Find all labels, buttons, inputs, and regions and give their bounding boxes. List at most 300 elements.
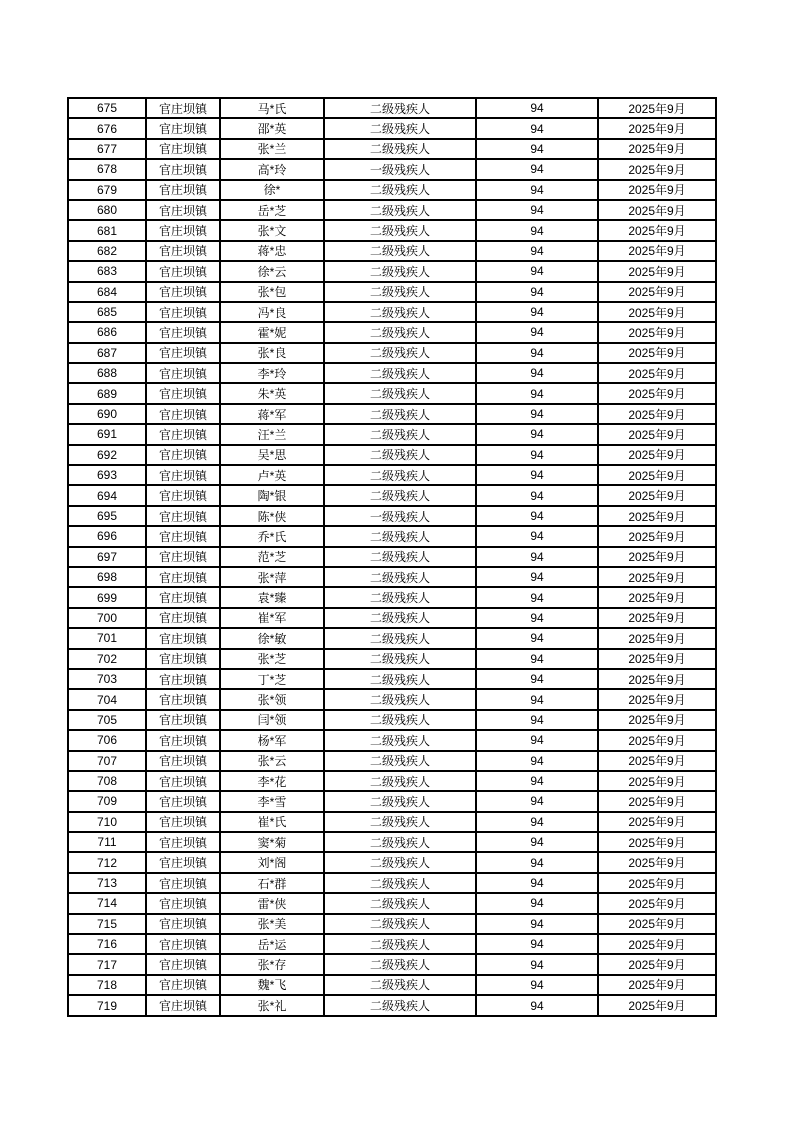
cell-level: 二级残疾人 xyxy=(324,710,476,730)
cell-amount: 94 xyxy=(476,893,598,913)
table-row xyxy=(68,302,716,322)
cell-name: 岳*运 xyxy=(220,934,324,954)
cell-name: 范*芝 xyxy=(220,547,324,567)
cell-name: 雷*侠 xyxy=(220,893,324,913)
table-row xyxy=(68,934,716,954)
cell-level: 二级残疾人 xyxy=(324,241,476,261)
table-row xyxy=(68,771,716,791)
cell-month: 2025年9月 xyxy=(598,506,716,526)
cell-amount: 94 xyxy=(476,791,598,811)
cell-name: 邵*英 xyxy=(220,118,324,138)
cell-amount: 94 xyxy=(476,220,598,240)
cell-town: 官庄坝镇 xyxy=(146,751,220,771)
cell-month: 2025年9月 xyxy=(598,914,716,934)
cell-month: 2025年9月 xyxy=(598,424,716,444)
cell-month: 2025年9月 xyxy=(598,954,716,974)
cell-index: 710 xyxy=(68,812,146,832)
table-row xyxy=(68,526,716,546)
cell-month: 2025年9月 xyxy=(598,383,716,403)
cell-level: 二级残疾人 xyxy=(324,954,476,974)
cell-month: 2025年9月 xyxy=(598,363,716,383)
cell-town: 官庄坝镇 xyxy=(146,485,220,505)
cell-level: 二级残疾人 xyxy=(324,343,476,363)
cell-name: 崔*氏 xyxy=(220,812,324,832)
cell-month: 2025年9月 xyxy=(598,282,716,302)
cell-town: 官庄坝镇 xyxy=(146,567,220,587)
cell-amount: 94 xyxy=(476,241,598,261)
cell-amount: 94 xyxy=(476,628,598,648)
table-row xyxy=(68,159,716,179)
cell-amount: 94 xyxy=(476,608,598,628)
cell-index: 691 xyxy=(68,424,146,444)
cell-level: 二级残疾人 xyxy=(324,180,476,200)
cell-name: 吴*思 xyxy=(220,445,324,465)
cell-index: 677 xyxy=(68,139,146,159)
cell-index: 696 xyxy=(68,526,146,546)
cell-name: 徐*云 xyxy=(220,261,324,281)
cell-name: 乔*氏 xyxy=(220,526,324,546)
cell-town: 官庄坝镇 xyxy=(146,628,220,648)
cell-level: 二级残疾人 xyxy=(324,322,476,342)
cell-town: 官庄坝镇 xyxy=(146,771,220,791)
cell-level: 二级残疾人 xyxy=(324,893,476,913)
cell-month: 2025年9月 xyxy=(598,139,716,159)
cell-index: 707 xyxy=(68,751,146,771)
table-row xyxy=(68,98,716,118)
cell-name: 霍*妮 xyxy=(220,322,324,342)
cell-level: 二级残疾人 xyxy=(324,812,476,832)
cell-amount: 94 xyxy=(476,98,598,118)
cell-name: 张*芝 xyxy=(220,649,324,669)
table-row xyxy=(68,404,716,424)
cell-town: 官庄坝镇 xyxy=(146,852,220,872)
cell-amount: 94 xyxy=(476,282,598,302)
cell-month: 2025年9月 xyxy=(598,628,716,648)
cell-month: 2025年9月 xyxy=(598,526,716,546)
cell-town: 官庄坝镇 xyxy=(146,159,220,179)
cell-name: 张*领 xyxy=(220,689,324,709)
table-row xyxy=(68,587,716,607)
cell-town: 官庄坝镇 xyxy=(146,649,220,669)
table-row xyxy=(68,832,716,852)
cell-level: 二级残疾人 xyxy=(324,669,476,689)
table-row xyxy=(68,852,716,872)
cell-name: 陶*银 xyxy=(220,485,324,505)
table-row xyxy=(68,465,716,485)
cell-name: 张*萍 xyxy=(220,567,324,587)
cell-town: 官庄坝镇 xyxy=(146,689,220,709)
table-row xyxy=(68,689,716,709)
cell-level: 二级残疾人 xyxy=(324,98,476,118)
table-row xyxy=(68,873,716,893)
cell-name: 高*玲 xyxy=(220,159,324,179)
cell-town: 官庄坝镇 xyxy=(146,424,220,444)
table-row xyxy=(68,261,716,281)
cell-level: 二级残疾人 xyxy=(324,118,476,138)
cell-level: 二级残疾人 xyxy=(324,404,476,424)
cell-month: 2025年9月 xyxy=(598,689,716,709)
cell-index: 714 xyxy=(68,893,146,913)
cell-month: 2025年9月 xyxy=(598,873,716,893)
cell-month: 2025年9月 xyxy=(598,343,716,363)
cell-month: 2025年9月 xyxy=(598,669,716,689)
cell-town: 官庄坝镇 xyxy=(146,710,220,730)
cell-town: 官庄坝镇 xyxy=(146,506,220,526)
cell-town: 官庄坝镇 xyxy=(146,669,220,689)
cell-amount: 94 xyxy=(476,200,598,220)
cell-month: 2025年9月 xyxy=(598,608,716,628)
cell-amount: 94 xyxy=(476,669,598,689)
cell-name: 张*云 xyxy=(220,751,324,771)
cell-name: 岳*芝 xyxy=(220,200,324,220)
cell-name: 张*良 xyxy=(220,343,324,363)
cell-amount: 94 xyxy=(476,139,598,159)
table-row xyxy=(68,751,716,771)
cell-town: 官庄坝镇 xyxy=(146,383,220,403)
cell-level: 二级残疾人 xyxy=(324,689,476,709)
cell-name: 魏*飞 xyxy=(220,975,324,995)
cell-name: 张*文 xyxy=(220,220,324,240)
cell-index: 702 xyxy=(68,649,146,669)
subsidy-table xyxy=(67,97,717,1017)
cell-town: 官庄坝镇 xyxy=(146,812,220,832)
table-row xyxy=(68,608,716,628)
cell-amount: 94 xyxy=(476,180,598,200)
cell-month: 2025年9月 xyxy=(598,852,716,872)
cell-level: 二级残疾人 xyxy=(324,730,476,750)
cell-index: 679 xyxy=(68,180,146,200)
cell-level: 二级残疾人 xyxy=(324,771,476,791)
table-row xyxy=(68,649,716,669)
cell-index: 709 xyxy=(68,791,146,811)
cell-month: 2025年9月 xyxy=(598,975,716,995)
cell-index: 705 xyxy=(68,710,146,730)
cell-month: 2025年9月 xyxy=(598,465,716,485)
cell-level: 二级残疾人 xyxy=(324,914,476,934)
cell-month: 2025年9月 xyxy=(598,404,716,424)
cell-index: 675 xyxy=(68,98,146,118)
cell-index: 717 xyxy=(68,954,146,974)
cell-month: 2025年9月 xyxy=(598,180,716,200)
cell-name: 汪*兰 xyxy=(220,424,324,444)
cell-level: 二级残疾人 xyxy=(324,465,476,485)
cell-town: 官庄坝镇 xyxy=(146,873,220,893)
cell-index: 684 xyxy=(68,282,146,302)
cell-level: 二级残疾人 xyxy=(324,873,476,893)
cell-amount: 94 xyxy=(476,852,598,872)
cell-town: 官庄坝镇 xyxy=(146,995,220,1016)
cell-town: 官庄坝镇 xyxy=(146,98,220,118)
cell-amount: 94 xyxy=(476,832,598,852)
cell-town: 官庄坝镇 xyxy=(146,261,220,281)
cell-name: 张*包 xyxy=(220,282,324,302)
cell-month: 2025年9月 xyxy=(598,159,716,179)
cell-month: 2025年9月 xyxy=(598,322,716,342)
cell-month: 2025年9月 xyxy=(598,220,716,240)
table-row xyxy=(68,567,716,587)
cell-index: 681 xyxy=(68,220,146,240)
cell-name: 李*雪 xyxy=(220,791,324,811)
cell-amount: 94 xyxy=(476,730,598,750)
cell-index: 719 xyxy=(68,995,146,1016)
cell-index: 685 xyxy=(68,302,146,322)
cell-month: 2025年9月 xyxy=(598,567,716,587)
cell-town: 官庄坝镇 xyxy=(146,363,220,383)
cell-month: 2025年9月 xyxy=(598,261,716,281)
cell-town: 官庄坝镇 xyxy=(146,465,220,485)
cell-town: 官庄坝镇 xyxy=(146,934,220,954)
cell-level: 一级残疾人 xyxy=(324,159,476,179)
table-row xyxy=(68,220,716,240)
cell-amount: 94 xyxy=(476,751,598,771)
cell-level: 二级残疾人 xyxy=(324,445,476,465)
cell-town: 官庄坝镇 xyxy=(146,404,220,424)
cell-month: 2025年9月 xyxy=(598,893,716,913)
cell-level: 二级残疾人 xyxy=(324,220,476,240)
cell-level: 二级残疾人 xyxy=(324,975,476,995)
cell-month: 2025年9月 xyxy=(598,200,716,220)
cell-index: 682 xyxy=(68,241,146,261)
cell-town: 官庄坝镇 xyxy=(146,118,220,138)
cell-index: 676 xyxy=(68,118,146,138)
cell-level: 二级残疾人 xyxy=(324,628,476,648)
cell-index: 701 xyxy=(68,628,146,648)
table-row xyxy=(68,180,716,200)
cell-amount: 94 xyxy=(476,812,598,832)
cell-index: 698 xyxy=(68,567,146,587)
cell-amount: 94 xyxy=(476,587,598,607)
cell-level: 二级残疾人 xyxy=(324,567,476,587)
cell-name: 徐* xyxy=(220,180,324,200)
table-row xyxy=(68,383,716,403)
cell-level: 二级残疾人 xyxy=(324,200,476,220)
cell-amount: 94 xyxy=(476,118,598,138)
cell-name: 张*兰 xyxy=(220,139,324,159)
cell-month: 2025年9月 xyxy=(598,710,716,730)
cell-index: 697 xyxy=(68,547,146,567)
cell-name: 朱*英 xyxy=(220,383,324,403)
cell-month: 2025年9月 xyxy=(598,547,716,567)
cell-town: 官庄坝镇 xyxy=(146,587,220,607)
cell-amount: 94 xyxy=(476,567,598,587)
cell-level: 二级残疾人 xyxy=(324,424,476,444)
subsidy-table-body xyxy=(68,98,716,1016)
cell-level: 二级残疾人 xyxy=(324,302,476,322)
cell-month: 2025年9月 xyxy=(598,98,716,118)
cell-town: 官庄坝镇 xyxy=(146,730,220,750)
cell-level: 二级残疾人 xyxy=(324,485,476,505)
cell-amount: 94 xyxy=(476,445,598,465)
table-row xyxy=(68,322,716,342)
cell-town: 官庄坝镇 xyxy=(146,241,220,261)
cell-level: 二级残疾人 xyxy=(324,282,476,302)
cell-index: 692 xyxy=(68,445,146,465)
cell-name: 杨*军 xyxy=(220,730,324,750)
cell-amount: 94 xyxy=(476,995,598,1016)
table-row xyxy=(68,812,716,832)
cell-index: 694 xyxy=(68,485,146,505)
cell-amount: 94 xyxy=(476,954,598,974)
cell-month: 2025年9月 xyxy=(598,485,716,505)
cell-month: 2025年9月 xyxy=(598,302,716,322)
cell-index: 700 xyxy=(68,608,146,628)
cell-name: 陈*侠 xyxy=(220,506,324,526)
cell-level: 二级残疾人 xyxy=(324,526,476,546)
cell-month: 2025年9月 xyxy=(598,118,716,138)
cell-index: 703 xyxy=(68,669,146,689)
cell-name: 崔*军 xyxy=(220,608,324,628)
cell-index: 695 xyxy=(68,506,146,526)
cell-month: 2025年9月 xyxy=(598,241,716,261)
cell-level: 二级残疾人 xyxy=(324,791,476,811)
cell-name: 冯*良 xyxy=(220,302,324,322)
cell-index: 683 xyxy=(68,261,146,281)
table-row xyxy=(68,628,716,648)
cell-index: 678 xyxy=(68,159,146,179)
cell-amount: 94 xyxy=(476,914,598,934)
cell-level: 二级残疾人 xyxy=(324,852,476,872)
cell-amount: 94 xyxy=(476,302,598,322)
cell-index: 689 xyxy=(68,383,146,403)
cell-amount: 94 xyxy=(476,363,598,383)
cell-index: 704 xyxy=(68,689,146,709)
table-row xyxy=(68,893,716,913)
cell-index: 716 xyxy=(68,934,146,954)
table-row xyxy=(68,139,716,159)
table-row xyxy=(68,506,716,526)
cell-month: 2025年9月 xyxy=(598,812,716,832)
cell-town: 官庄坝镇 xyxy=(146,220,220,240)
cell-name: 袁*臻 xyxy=(220,587,324,607)
cell-level: 二级残疾人 xyxy=(324,649,476,669)
table-row xyxy=(68,485,716,505)
table-row xyxy=(68,914,716,934)
cell-amount: 94 xyxy=(476,526,598,546)
table-row xyxy=(68,200,716,220)
table-row xyxy=(68,975,716,995)
cell-index: 708 xyxy=(68,771,146,791)
cell-index: 687 xyxy=(68,343,146,363)
table-row xyxy=(68,669,716,689)
cell-month: 2025年9月 xyxy=(598,832,716,852)
cell-index: 693 xyxy=(68,465,146,485)
cell-index: 699 xyxy=(68,587,146,607)
cell-level: 二级残疾人 xyxy=(324,608,476,628)
cell-level: 一级残疾人 xyxy=(324,506,476,526)
cell-index: 713 xyxy=(68,873,146,893)
table-row xyxy=(68,791,716,811)
cell-amount: 94 xyxy=(476,383,598,403)
cell-index: 680 xyxy=(68,200,146,220)
cell-month: 2025年9月 xyxy=(598,445,716,465)
cell-town: 官庄坝镇 xyxy=(146,282,220,302)
cell-name: 蒋*军 xyxy=(220,404,324,424)
cell-amount: 94 xyxy=(476,485,598,505)
cell-index: 690 xyxy=(68,404,146,424)
cell-level: 二级残疾人 xyxy=(324,261,476,281)
cell-amount: 94 xyxy=(476,547,598,567)
table-row xyxy=(68,343,716,363)
cell-level: 二级残疾人 xyxy=(324,383,476,403)
table-row xyxy=(68,445,716,465)
cell-amount: 94 xyxy=(476,322,598,342)
cell-name: 丁*芝 xyxy=(220,669,324,689)
table-row xyxy=(68,282,716,302)
cell-town: 官庄坝镇 xyxy=(146,180,220,200)
cell-name: 石*群 xyxy=(220,873,324,893)
cell-town: 官庄坝镇 xyxy=(146,302,220,322)
cell-amount: 94 xyxy=(476,975,598,995)
cell-index: 706 xyxy=(68,730,146,750)
cell-level: 二级残疾人 xyxy=(324,363,476,383)
cell-amount: 94 xyxy=(476,261,598,281)
cell-name: 张*礼 xyxy=(220,995,324,1016)
cell-level: 二级残疾人 xyxy=(324,139,476,159)
table-row xyxy=(68,954,716,974)
cell-level: 二级残疾人 xyxy=(324,547,476,567)
cell-amount: 94 xyxy=(476,934,598,954)
cell-name: 马*氏 xyxy=(220,98,324,118)
cell-town: 官庄坝镇 xyxy=(146,445,220,465)
table-row xyxy=(68,241,716,261)
cell-name: 徐*敏 xyxy=(220,628,324,648)
cell-town: 官庄坝镇 xyxy=(146,954,220,974)
cell-name: 李*玲 xyxy=(220,363,324,383)
table-row xyxy=(68,118,716,138)
cell-amount: 94 xyxy=(476,424,598,444)
cell-town: 官庄坝镇 xyxy=(146,343,220,363)
cell-name: 刘*阁 xyxy=(220,852,324,872)
cell-amount: 94 xyxy=(476,649,598,669)
cell-town: 官庄坝镇 xyxy=(146,547,220,567)
cell-town: 官庄坝镇 xyxy=(146,832,220,852)
cell-level: 二级残疾人 xyxy=(324,832,476,852)
cell-amount: 94 xyxy=(476,404,598,424)
table-row xyxy=(68,730,716,750)
cell-town: 官庄坝镇 xyxy=(146,139,220,159)
cell-name: 张*存 xyxy=(220,954,324,974)
cell-amount: 94 xyxy=(476,465,598,485)
cell-month: 2025年9月 xyxy=(598,649,716,669)
cell-name: 张*美 xyxy=(220,914,324,934)
table-row xyxy=(68,547,716,567)
cell-month: 2025年9月 xyxy=(598,791,716,811)
cell-amount: 94 xyxy=(476,771,598,791)
cell-town: 官庄坝镇 xyxy=(146,200,220,220)
table-row xyxy=(68,995,716,1016)
cell-month: 2025年9月 xyxy=(598,995,716,1016)
table-row xyxy=(68,363,716,383)
cell-name: 卢*英 xyxy=(220,465,324,485)
cell-town: 官庄坝镇 xyxy=(146,975,220,995)
cell-index: 688 xyxy=(68,363,146,383)
cell-name: 蒋*忠 xyxy=(220,241,324,261)
cell-amount: 94 xyxy=(476,506,598,526)
cell-amount: 94 xyxy=(476,689,598,709)
table-row xyxy=(68,710,716,730)
cell-month: 2025年9月 xyxy=(598,751,716,771)
cell-town: 官庄坝镇 xyxy=(146,608,220,628)
cell-index: 718 xyxy=(68,975,146,995)
cell-level: 二级残疾人 xyxy=(324,587,476,607)
cell-index: 712 xyxy=(68,852,146,872)
cell-name: 窦*菊 xyxy=(220,832,324,852)
cell-town: 官庄坝镇 xyxy=(146,526,220,546)
cell-town: 官庄坝镇 xyxy=(146,914,220,934)
cell-town: 官庄坝镇 xyxy=(146,893,220,913)
cell-town: 官庄坝镇 xyxy=(146,322,220,342)
cell-level: 二级残疾人 xyxy=(324,934,476,954)
